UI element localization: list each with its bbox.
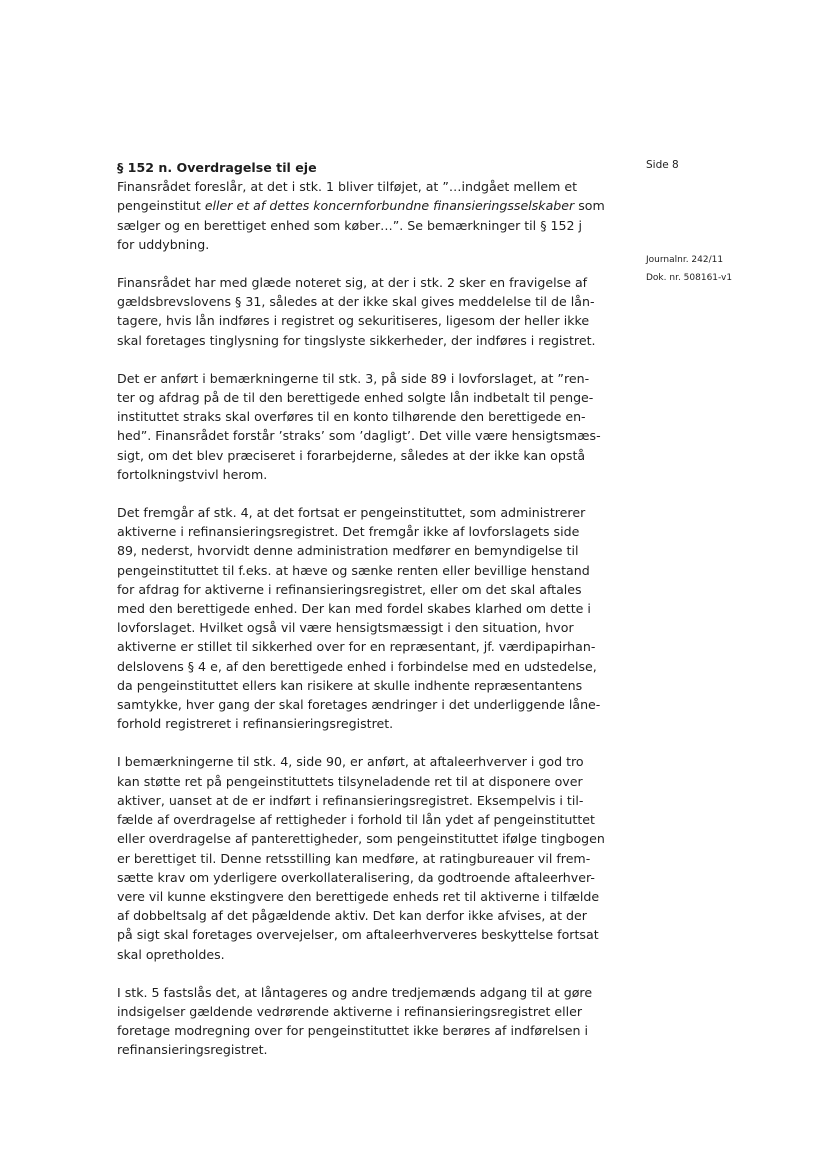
- paragraph-1: [117, 177, 617, 254]
- text-line: foretage modregning over for pengeinstituttet ikke berøres af indførelsen i: [117, 1023, 589, 1039]
- text-line: sælger og en berettiget enhed som køber…”. Se bemærkninger til § 152 j: [117, 217, 583, 233]
- section-heading: § 152 n. Overdragelse til eje: [117, 160, 317, 175]
- text-line: for uddybning.: [117, 236, 210, 252]
- text-line: indsigelser gældende vedrørende aktiverne i refinansieringsregistret eller: [117, 1003, 583, 1019]
- text-line: refinansieringsregistret.: [117, 1042, 268, 1058]
- paragraph-4: [117, 503, 617, 733]
- text-line: 89, nederst, hvorvidt denne administration medfører en bemyndigelse til: [117, 543, 579, 559]
- text-line: er berettiget til. Denne retsstilling kan medføre, at ratingbureauer vil frem-: [117, 850, 591, 866]
- text-line: af dobbeltsalg af det pågældende aktiv. Det kan derfor ikke afvises, at der: [117, 908, 587, 924]
- text-line: I stk. 5 fastslås det, at låntageres og andre tredjemænds adgang til at gøre: [117, 984, 593, 1000]
- margin-column: [646, 158, 816, 287]
- emphasis-text: eller et af dettes koncernforbundne finansieringsselskaber: [204, 198, 575, 214]
- text-line: da pengeinstituttet ellers kan risikere at skulle indhente repræsentantens: [117, 677, 583, 693]
- text-line: Det fremgår af stk. 4, at det fortsat er pengeinstituttet, som administrerer: [117, 505, 586, 521]
- paragraph-6: [117, 983, 617, 1060]
- text-line: fortolkningstvivl herom.: [117, 466, 268, 482]
- text-line: skal foretages tinglysning for tingslyste sikkerheder, der indføres i registret.: [117, 332, 596, 348]
- document-reference: [646, 251, 816, 287]
- text-line: gældsbrevslovens § 31, således at der ikke skal gives meddelelse til de lån-: [117, 294, 595, 310]
- text-line: for afdrag for aktiverne i refinansieringsregistret, eller om det skal aftales: [117, 581, 582, 597]
- text-line: hed”. Finansrådet forstår ’straks’ som ’dagligt’. Det ville være hensigtsmæs-: [117, 428, 601, 444]
- text-span: som: [574, 198, 605, 214]
- text-line: Finansrådet har med glæde noteret sig, at der i stk. 2 sker en fravigelse af: [117, 275, 588, 291]
- text-line: sætte krav om yderligere overkollateralisering, da godtroende aftaleerhver-: [117, 869, 595, 885]
- document-body: [117, 158, 617, 1079]
- text-line: skal opretholdes.: [117, 946, 225, 962]
- text-line: med den berettigede enhed. Der kan med fordel skabes klarhed om dette i: [117, 601, 591, 617]
- document-number: Dok. nr. 508161-v1: [646, 273, 733, 283]
- text-line: fælde af overdragelse af rettigheder i forhold til lån ydet af pengeinstituttet: [117, 812, 595, 828]
- text-line: aktiverne er stillet til sikkerhed over for en repræsentant, jf. værdipapirhan-: [117, 639, 596, 655]
- text-line: tagere, hvis lån indføres i registret og sekuritiseres, ligesom der heller ikke: [117, 313, 590, 329]
- paragraph-3: [117, 369, 617, 484]
- paragraph-2: [117, 273, 617, 350]
- text-line: instituttet straks skal overføres til en konto tilhørende den berettigede en-: [117, 409, 586, 425]
- paragraph-5: [117, 752, 617, 963]
- text-line: delslovens § 4 e, af den berettigede enhed i forbindelse med en udstedelse,: [117, 658, 597, 674]
- journal-number: Journalnr. 242/11: [646, 255, 724, 265]
- text-line: vere vil kunne ekstingvere den berettigede enheds ret til aktiverne i tilfælde: [117, 888, 600, 904]
- text-line: sigt, om det blev præciseret i forarbejderne, således at der ikke kan opstå: [117, 447, 586, 463]
- text-line: samtykke, hver gang der skal foretages ændringer i det underliggende låne-: [117, 697, 601, 713]
- text-line: kan støtte ret på pengeinstituttets tilsyneladende ret til at disponere over: [117, 773, 583, 789]
- text-line: Det er anført i bemærkningerne til stk. 3, på side 89 i lovforslaget, at ”ren-: [117, 370, 590, 386]
- text-line: lovforslaget. Hvilket også vil være hensigtsmæssigt i den situation, hvor: [117, 620, 574, 636]
- text-line: eller overdragelse af panterettigheder, som pengeinstituttet ifølge tingbogen: [117, 831, 605, 847]
- text-line: Finansrådet foreslår, at det i stk. 1 bliver tilføjet, at ”…indgået mellem et: [117, 179, 578, 195]
- text-span: pengeinstitut: [117, 198, 205, 214]
- text-line: [117, 196, 617, 215]
- page-number: Side 8: [646, 159, 679, 171]
- text-line: aktiver, uanset at de er indført i refinansieringsregistret. Eksempelvis i til-: [117, 792, 584, 808]
- text-line: forhold registreret i refinansieringsregistret.: [117, 716, 394, 732]
- text-line: pengeinstituttet til f.eks. at hæve og sænke renten eller bevillige henstand: [117, 562, 590, 578]
- text-line: aktiverne i refinansieringsregistret. Det fremgår ikke af lovforslagets side: [117, 524, 580, 540]
- text-line: I bemærkningerne til stk. 4, side 90, er anført, at aftaleerhverver i god tro: [117, 754, 584, 770]
- text-line: på sigt skal foretages overvejelser, om aftaleerhververes beskyttelse fortsat: [117, 927, 599, 943]
- text-line: ter og afdrag på de til den berettigede enhed solgte lån indbetalt til penge-: [117, 390, 594, 406]
